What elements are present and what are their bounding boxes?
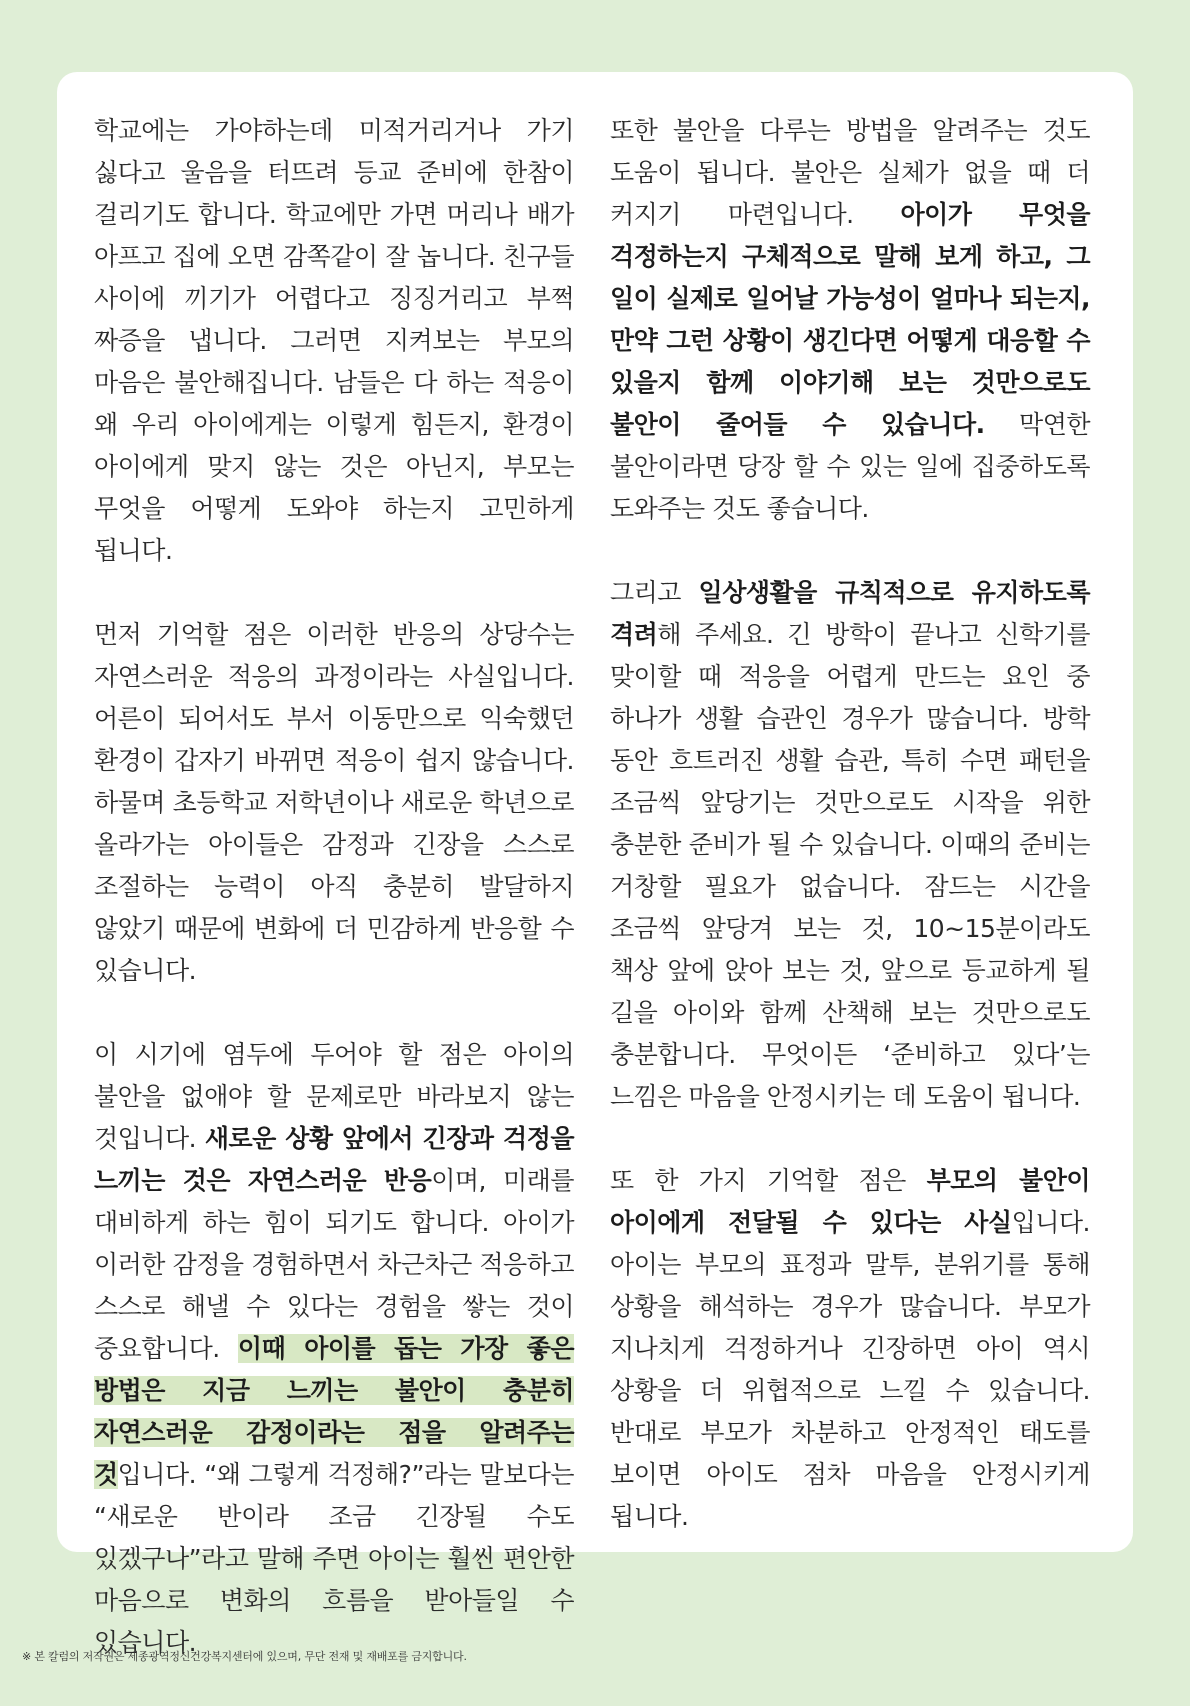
- paragraph: [610, 110, 1090, 530]
- paragraph: [94, 110, 574, 572]
- text-run: 먼저 기억할 점은 이러한 반응의 상당수는 자연스러운 적응의 과정이라는 사실입니다. 어른이 되어서도 부서 이동만으로 익숙했던 환경이 갑자기 바뀌면 적응이 쉽지 않습니다. 하물며 초등학교 저학년이나 새로운 학년으로 올라가는 아이들은 감정과 긴장을 스스로 조절하는 능력이 아직 충분히 발달하지 않았기 때문에 변화에 더 민감하게 반응할 수 있습니다.: [94, 620, 574, 985]
- right-column: [610, 110, 1090, 1580]
- text-run: 입니다. 아이는 부모의 표정과 말투, 분위기를 통해 상황을 해석하는 경우가 많습니다. 부모가 지나치게 걱정하거나 긴장하면 아이 역시 상황을 더 위협적으로 느낄 수 있습니다. 반대로 부모가 차분하고 안정적인 태도를 보이면 아이도 점차 마음을 안정시키게 됩니다.: [610, 1208, 1090, 1531]
- left-column: [94, 110, 574, 1706]
- text-run: 그리고: [610, 578, 699, 607]
- text-run: 해 주세요. 긴 방학이 끝나고 신학기를 맞이할 때 적응을 어렵게 만드는 요인 중 하나가 생활 습관인 경우가 많습니다. 방학 동안 흐트러진 생활 습관, 특히 수면 패턴을 조금씩 앞당기는 것만으로도 시작을 위한 충분한 준비가 될 수 있습니다. 이때의 준비는 거창할 필요가 없습니다. 잠드는 시간을 조금씩 앞당겨 보는 것, 10~15분이라도 책상 앞에 앉아 보는 것, 앞으로 등교하게 될 길을 아이와 함께 산책해 보는 것만으로도 충분합니다. 무엇이든 ‘준비하고 있다’는 느낌은 마음을 안정시키는 데 도움이 됩니다.: [610, 620, 1090, 1111]
- paragraph: [610, 1160, 1090, 1538]
- bold-text-run: 새로운 상황 앞에서 긴장과 걱정을 느끼는 것은 자연스러운 반응: [94, 1124, 574, 1195]
- bold-text-run: 일상생활을 규칙적으로 유지하도록 격려: [610, 578, 1090, 649]
- paragraph: [94, 1034, 574, 1664]
- text-run: 이며, 미래를 대비하게 하는 힘이 되기도 합니다. 아이가 이러한 감정을 경험하면서 차근차근 적응하고 스스로 해낼 수 있다는 경험을 쌓는 것이 중요합니다.: [94, 1166, 574, 1363]
- text-run: 또한 불안을 다루는 방법을 알려주는 것도 도움이 됩니다. 불안은 실체가 없을 때 더 커지기 마련입니다.: [610, 116, 1090, 229]
- copyright-footer: ※ 본 칼럼의 저작권은 세종광역정신건강복지센터에 있으며, 무단 전재 및 재배포를 금지합니다.: [22, 1650, 467, 1663]
- highlighted-bold-text-run: 이때 아이를 돕는 가장 좋은 방법은 지금 느끼는 불안이 충분히 자연스러운 감정이라는 점을 알려주는 것: [94, 1334, 574, 1489]
- text-run: 또 한 가지 기억할 점은: [610, 1166, 927, 1195]
- paragraph: [610, 572, 1090, 1118]
- bold-text-run: 부모의 불안이 아이에게 전달될 수 있다는 사실: [610, 1166, 1090, 1237]
- text-run: 이 시기에 염두에 두어야 할 점은 아이의 불안을 없애야 할 문제로만 바라보지 않는 것입니다.: [94, 1040, 574, 1153]
- bold-text-run: 아이가 무엇을 걱정하는지 구체적으로 말해 보게 하고, 그 일이 실제로 일어날 가능성이 얼마나 되는지, 만약 그런 상황이 생긴다면 어떻게 대응할 수 있을지 함께 이야기해 보는 것만으로도 불안이 줄어들 수 있습니다.: [610, 200, 1090, 439]
- text-run: 학교에는 가야하는데 미적거리거나 가기 싫다고 울음을 터뜨려 등교 준비에 한참이 걸리기도 합니다. 학교에만 가면 머리나 배가 아프고 집에 오면 감쪽같이 잘 놉니다. 친구들 사이에 끼기가 어렵다고 징징거리고 부쩍 짜증을 냅니다. 그러면 지켜보는 부모의 마음은 불안해집니다. 남들은 다 하는 적응이 왜 우리 아이에게는 이렇게 힘든지, 환경이 아이에게 맞지 않는 것은 아닌지, 부모는 무엇을 어떻게 도와야 하는지 고민하게 됩니다.: [94, 116, 574, 565]
- text-run: 입니다. “왜 그렇게 걱정해?”라는 말보다는 “새로운 반이라 조금 긴장될 수도 있겠구나”라고 말해 주면 아이는 훨씬 편안한 마음으로 변화의 흐름을 받아들일 수 있습니다.: [94, 1460, 574, 1657]
- text-run: 막연한 불안이라면 당장 할 수 있는 일에 집중하도록 도와주는 것도 좋습니다.: [610, 410, 1090, 523]
- paragraph: [94, 614, 574, 992]
- article-card: [57, 72, 1133, 1657]
